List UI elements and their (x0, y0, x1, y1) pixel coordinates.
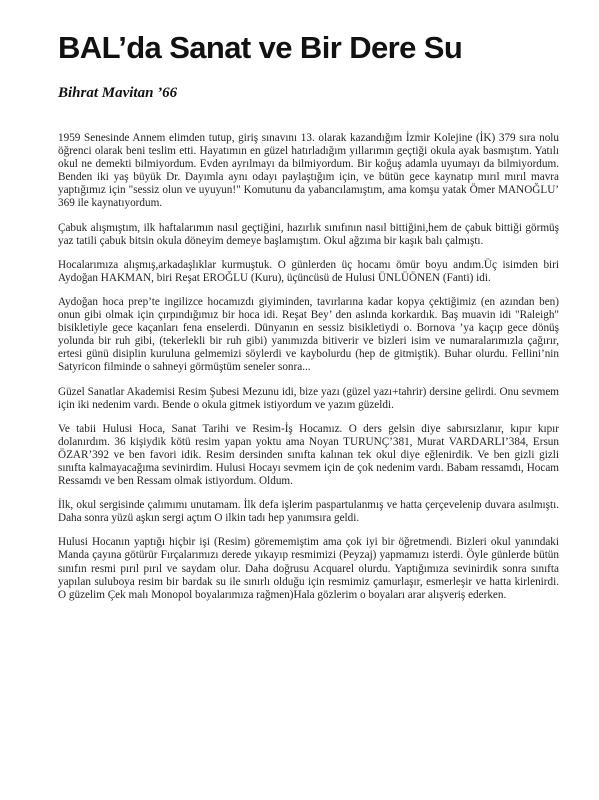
paragraph-8: Hulusi Hocanın yaptığı hiçbir işi (Resim) görememiştim ama çok iyi bir öğretmendi. Bizleri okul yanındaki Manda çayına götürür Fırçalarımızı derede yıkayıp resmimizi (Peyzaj) yapmamızı isterdi. Öyle günlerde bütün sınıfın resmi pırıl pırıl ve saydam olur. Daha doğrusu Acquarel olurdu. Yaptığımıza sevinirdik sonra sınıfta yapılan suluboya resim bir bardak su ile sınırlı olduğu için resmimiz çamurlaşır, esmerleşir ve hatta kirlenirdi. O güzelim Çek malı Monopol boyalarımıza rağmen)Hala gözlerim o boyaları arar alışveriş ederken. (58, 536, 559, 601)
paragraph-7: İlk, okul sergisinde çalımımı unutamam. İlk defa işlerim paspartulanmış ve hatta çerçevelenip duvara asılmıştı. Daha sonra yüzü aşkın sergi açtım O ilkin tadı hep yanımsıra geldi. (58, 499, 559, 525)
paragraph-4: Aydoğan hoca prep’te ingilizce hocamızdı giyiminden, tavırlarına kadar kopya çektiğimiz (en azından ben) onun gibi olmak için çırpındığımız bir hoca idi. Reşat Bey’ den aslında korkardık. Baş muavin idi "Raleigh" bisikletiyle gece kaçanları fena enselerdi. Dünyanın en sessiz bisikletiydi o. Bornova ’ya kaçıp gece dönüş yolunda bir ruh gibi, (tekerlekli bir ruh gibi) yanımızda bitiverir ve bizleri isim ve numaralarımızla çağırır, ertesi günü disiplin kuruluna gelmemizi söylerdi ve kaybolurdu (hep de gitmiştik). Buhar olurdu. Fellini’nin Satyricon filminde o sahneyi görmüştüm seneler sonra... (58, 295, 559, 374)
paragraph-2: Çabuk alışmıştım, ilk haftalarımın nasıl geçtiğini, hazırlık sınıfının nasıl bittiğini,hem de çabuk bittiği görmüş yaz tatili çabuk bitsin okula döneyim demeye başlamıştım. Okul ağzıma bir kaşık balı çalmıştı. (58, 221, 559, 247)
paragraph-6: Ve tabii Hulusi Hoca, Sanat Tarihi ve Resim-İş Hocamız. O ders gelsin diye sabırsızlanır, kıpır kıpır dolanırdım. 36 kişiydik kötü resim yapan yoktu ama Noyan TURUNÇ’381, Murat VARDARLI’384, Ersun ÖZAR’392 ve ben favori idik. Resim dersinden sınıfta kalınan tek okul diye eğlenirdik. Ve ben gizli gizli sınıfta kalmayacağıma sevinirdim. Hulusi Hocayı sevmem için de çok nedenim vardı. Babam ressamdı, Hocam Ressamdı ve ben Ressam olmak istiyordum. Oldum. (58, 422, 559, 488)
paragraph-3: Hocalarımıza alışmış,arkadaşlıklar kurmuştuk. O günlerden üç hocamı ömür boyu andım.Üç isimden biri Aydoğan HAKMAN, biri Reşat EROĞLU (Kuru), üçüncüsü de Hulusi ÜNLÜÖNEN (Fanti) idi. (58, 258, 559, 284)
paragraph-1: 1959 Senesinde Annem elimden tutup, giriş sınavını 13. olarak kazandığım İzmir Kolejine (İK) 379 sıra nolu öğrenci olarak beni teslim etti. Hayatımın en güzel hatırladığım yıllarımın geçtiği okula ayak basmıştım. Yatılı okul ne demekti bilmiyordum. Evden ayrılmayı da bilmiyordum. Bir koğuş adamla uyumayı da bilmiyordum. Benden iki yaş büyük Dr. Dayımla aynı odayı paylaştığım için, ve bütün gece kaynatıp mırıl mırıl mavra yaptığımız için "sessiz olun ve uyuyun!" Komutunu da yabancılamıştım, ama komşu yatak Ömer MANOĞLU’ 369 ile kaynatıyordum. (58, 132, 559, 210)
article-title: BAL’da Sanat ve Bir Dere Su (58, 30, 463, 65)
article-body (58, 132, 559, 602)
author-byline: Bihrat Mavitan ’66 (58, 85, 178, 101)
paragraph-5: Güzel Sanatlar Akademisi Resim Şubesi Mezunu idi, bize yazı (güzel yazı+tahrir) dersine gelirdi. Onu sevmem için iki nedenim vardı. Bende o okula gitmek istiyordum ve yazım güzeldi. (58, 385, 559, 411)
